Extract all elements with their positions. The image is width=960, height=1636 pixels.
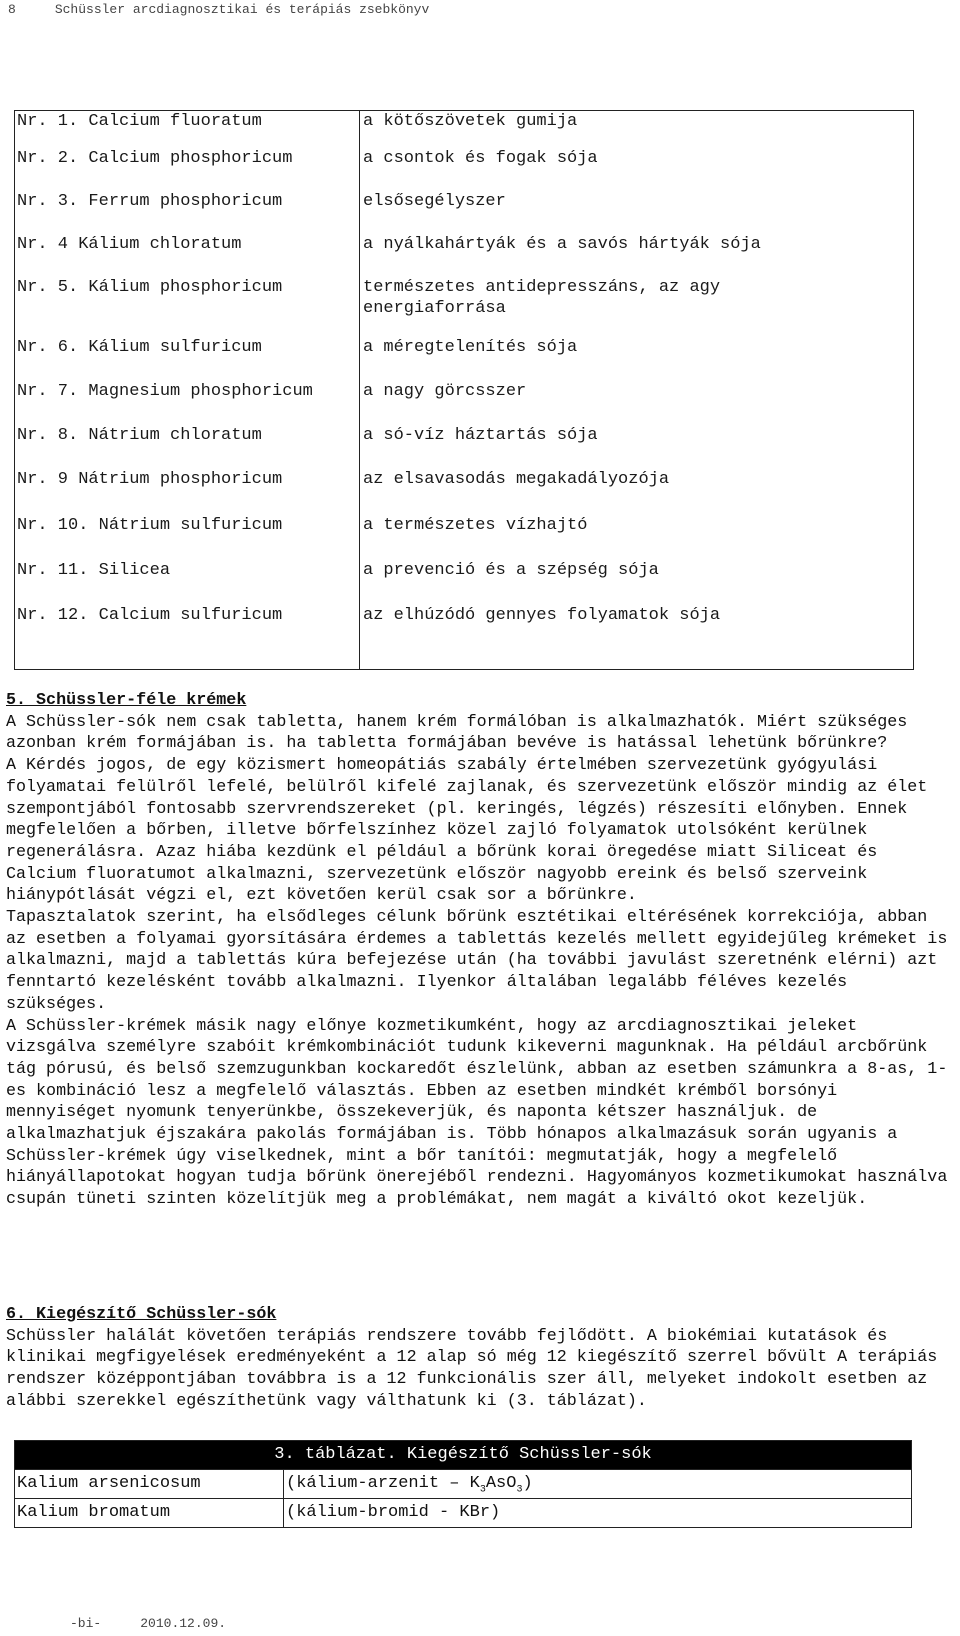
salt-description: az elhúzódó gennyes folyamatok sója (363, 606, 721, 625)
section-5-heading: 5. Schüssler-féle krémek (6, 691, 247, 710)
salt-description: a nyálkahártyák és a savós hártyák sója (363, 235, 761, 254)
table-row (15, 515, 913, 560)
salt-description: a természetes vízhajtó (363, 516, 588, 535)
table-row (15, 425, 913, 470)
paragraph: Schüssler halálát követően terápiás rendszere tovább fejlődött. A biokémiai kutatások és klinikai megfigyelések eredményeként a 12 alap só még 12 kiegészítő szerrel bővült A terápiás rendszer középpontjában továbbra is a 12 funkcionális szer áll, melyeket indokolt esetben az alábbi szerekkel egészíthetünk vagy válthatunk ki (3. táblázat). (6, 1326, 938, 1411)
salt-name: Nr. 12. Calcium sulfuricum (17, 606, 283, 625)
page-header (8, 2, 429, 17)
table-row (15, 148, 913, 193)
supplementary-salts-table (14, 1440, 912, 1528)
paragraph: A Schüssler-krémek másik nagy előnye kozmetikumként, hogy az arcdiagnosztikai jeleket vizsgálva személyre szabóit krémkombinációt tudunk kikeverni magunknak. Ha például arcbőrünk tág pórusú, és belső szemzugunkban kockaredőt észlelünk, abban az esetben számunkra a 8-as, 1-es kombináció lesz a megfelelő választás. Ebben az esetben mindkét krémből borsónyi mennyiséget nyomunk tenyerünkbe, összekeverjük, és naponta kétszer használjuk. de alkalmazhatjuk éjszakára pakolás formájában is. Több hónapos alkalmazásuk során ugyanis a Schüssler-krémek úgy viselkednek, mint a bőr tanítói: megmutatják, hogy a megfelelő hiányállapotokat hogyan tudja bőrünk önerejéből rendezni. Hagyományos kozmetikumokat használva csupán tüneti szinten közelítjük meg a problémákat, nem magát a kiváltó okot kezeljük. (6, 1016, 948, 1210)
formula-subscript: 3 (479, 1484, 486, 1496)
salt-name: Kalium bromatum (15, 1499, 284, 1527)
table-row (15, 605, 913, 650)
table-row (15, 337, 913, 382)
table-row (15, 469, 913, 514)
salt-description: a méregtelenítés sója (363, 338, 578, 357)
salt-formula (284, 1470, 533, 1498)
section-6-heading: 6. Kiegészítő Schüssler-sók (6, 1305, 277, 1324)
footer-date: 2010.12.09. (140, 1616, 227, 1631)
salt-name: Nr. 2. Calcium phosphoricum (17, 149, 293, 168)
paragraph: A Kérdés jogos, de egy közismert homeopátiás szabály értelmében szervezetünk gyógyulási folyamatai felülről lefelé, belülről kifelé zajlanak, és szervezetünk először mindig az élet szempontjából fontosabb szervrendszereket (pl. keringés, légzés) részesíti előnyben. Ennek megfelelően a bőrben, illetve bőrfelszínhez közel zajló folyamatok utolsóként kerülnek regenerálásra. Azaz hiába kezdünk el például a bőrünk korai öregedése miatt Siliceat és Calcium fluoratumot alkalmazni, szervezetünk először nagyobb ereink és belső szerveink hiánypótlását végzi el, ezt követően kerül csak sor a bőrünkre. (6, 756, 928, 906)
salt-name: Nr. 8. Nátrium chloratum (17, 426, 262, 445)
table-row (15, 1469, 911, 1498)
salt-description: a csontok és fogak sója (363, 149, 598, 168)
page-number: 8 (8, 2, 16, 17)
formula-text: AsO (485, 1474, 517, 1493)
table-title: 3. táblázat. Kiegészítő Schüssler-sók (15, 1441, 911, 1469)
table-row (15, 234, 913, 279)
table-row (15, 277, 913, 322)
salt-name: Nr. 5. Kálium phosphoricum (17, 278, 283, 297)
salt-name: Nr. 4 Kálium chloratum (17, 235, 242, 254)
table-row (15, 381, 913, 426)
salt-name: Nr. 11. Silicea (17, 561, 171, 580)
salt-name: Nr. 3. Ferrum phosphoricum (17, 192, 283, 211)
salt-description: elsősegélyszer (363, 192, 506, 211)
salt-description: a prevenció és a szépség sója (363, 561, 659, 580)
salt-name: Nr. 1. Calcium fluoratum (17, 112, 262, 131)
formula-subscript: 3 (516, 1484, 523, 1496)
page-footer (70, 1616, 226, 1631)
salt-name: Nr. 10. Nátrium sulfuricum (17, 516, 283, 535)
salts-table (14, 110, 914, 670)
book-title: Schüssler arcdiagnosztikai és terápiás zsebkönyv (54, 2, 430, 17)
salt-description: a kötőszövetek gumija (363, 112, 578, 131)
paragraph: A Schüssler-sók nem csak tabletta, hanem krém formálóban is alkalmazhatók. Miért szükséges azonban krém formájában is. ha tabletta formájában bevéve is hatással lehetünk bőrünkre? (6, 712, 908, 754)
formula-text: ) (522, 1474, 533, 1493)
salt-formula: (kálium-bromid - KBr) (286, 1503, 501, 1522)
section-6 (6, 1304, 956, 1413)
salt-description: a só-víz háztartás sója (363, 426, 598, 445)
footer-marker: -bi- (70, 1616, 102, 1631)
formula-text: (kálium-arzenit – K (286, 1474, 480, 1493)
salt-name: Kalium arsenicosum (15, 1470, 284, 1498)
salt-description: az elsavasodás megakadályozója (363, 470, 670, 489)
table-row (15, 560, 913, 605)
salt-description: a nagy görcsszer (363, 382, 527, 401)
paragraph: Tapasztalatok szerint, ha elsődleges célunk bőrünk esztétikai eltérésének korrekciója, abban az esetben a folyamai gyorsítására érdemes a tablettás kezelés mellett egyidejűleg krémeket is alkalmazni, majd a tablettás kúra befejezése után (ha további javulást szeretnénk elérni) azt fenntartó kezelésként tovább alkalmazni. Ilyenkor általában legalább féléves kezelés szükséges. (6, 908, 948, 1014)
table-row (15, 1498, 911, 1527)
table-row (15, 191, 913, 236)
salt-name: Nr. 6. Kálium sulfuricum (17, 338, 262, 357)
salt-name: Nr. 9 Nátrium phosphoricum (17, 470, 283, 489)
salt-description: természetes antidepresszáns, az agy energiaforrása (363, 278, 721, 318)
salt-name: Nr. 7. Magnesium phosphoricum (17, 382, 313, 401)
section-5 (6, 690, 956, 1211)
